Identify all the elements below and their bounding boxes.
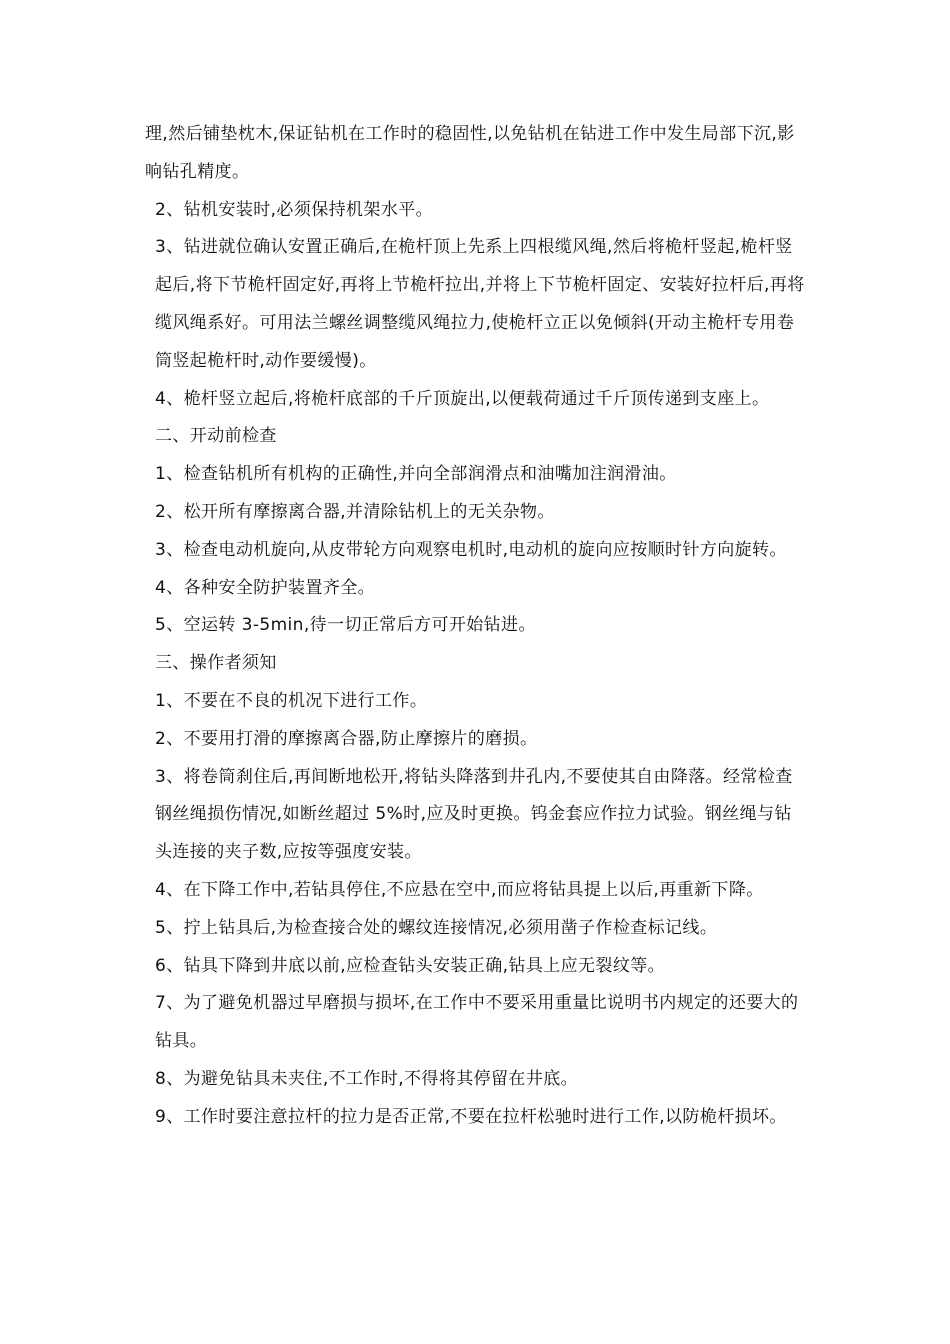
operator-item-9: 9、工作时要注意拉杆的拉力是否正常,不要在拉杆松驰时进行工作,以防桅杆损坏。 (155, 1106, 787, 1127)
operator-item-3: 3、将卷筒刹住后,再间断地松开,将钻头降落到井孔内,不要使其自由降落。经常检查钢丝绳损伤情况,如断丝超过 5%时,应及时更换。钨金套应作拉力试验。钢丝绳与钻头连接的夹子数,应按等强度安装。 (155, 766, 793, 863)
operator-item-8: 8、为避免钻具未夹住,不工作时,不得将其停留在井底。 (155, 1068, 579, 1089)
check-item-4: 4、各种安全防护装置齐全。 (155, 577, 376, 598)
section-heading-operator-notes: 三、操作者须知 (155, 653, 277, 674)
operator-item-5: 5、拧上钻具后,为检查接合处的螺纹连接情况,必须用凿子作检查标记线。 (155, 917, 718, 938)
operator-item-7: 7、为了避免机器过早磨损与损坏,在工作中不要采用重量比说明书内规定的还要大的钻具。 (155, 993, 799, 1052)
check-item-5: 5、空运转 3-5min,待一切正常后方可开始钻进。 (155, 615, 536, 636)
operator-item-1: 1、不要在不良的机况下进行工作。 (155, 690, 428, 711)
paragraph-item-2: 2、钻机安装时,必须保持机架水平。 (155, 199, 434, 220)
operator-item-2: 2、不要用打滑的摩擦离合器,防止摩擦片的磨损。 (155, 728, 538, 749)
paragraph-item-4: 4、桅杆竖立起后,将桅杆底部的千斤顶旋出,以便载荷通过千斤顶传递到支座上。 (155, 388, 770, 409)
check-item-1: 1、检查钻机所有机构的正确性,并向全部润滑点和油嘴加注润滑油。 (155, 464, 677, 485)
document-body (145, 116, 807, 1137)
paragraph-continuation: 理,然后铺垫枕木,保证钻机在工作时的稳固性,以免钻机在钻进工作中发生局部下沉,影响钻孔精度。 (145, 124, 795, 182)
check-item-2: 2、松开所有摩擦离合器,并清除钻机上的无关杂物。 (155, 501, 555, 522)
operator-item-4: 4、在下降工作中,若钻具停住,不应悬在空中,而应将钻具提上以后,再重新下降。 (155, 879, 764, 900)
section-heading-pre-start-check: 二、开动前检查 (155, 426, 277, 447)
paragraph-item-3: 3、钻进就位确认安置正确后,在桅杆顶上先系上四根缆风绳,然后将桅杆竖起,桅杆竖起后,将下节桅杆固定好,再将上节桅杆拉出,并将上下节桅杆固定、安装好拉杆后,再将缆风绳系好。可用法兰螺丝调整缆风绳拉力,使桅杆立正以免倾斜(开动主桅杆专用卷筒竖起桅杆时,动作要缓慢)。 (155, 237, 805, 371)
check-item-3: 3、检查电动机旋向,从皮带轮方向观察电机时,电动机的旋向应按顺时针方向旋转。 (155, 539, 787, 560)
operator-item-6: 6、钻具下降到井底以前,应检查钻头安装正确,钻具上应无裂纹等。 (155, 955, 666, 976)
